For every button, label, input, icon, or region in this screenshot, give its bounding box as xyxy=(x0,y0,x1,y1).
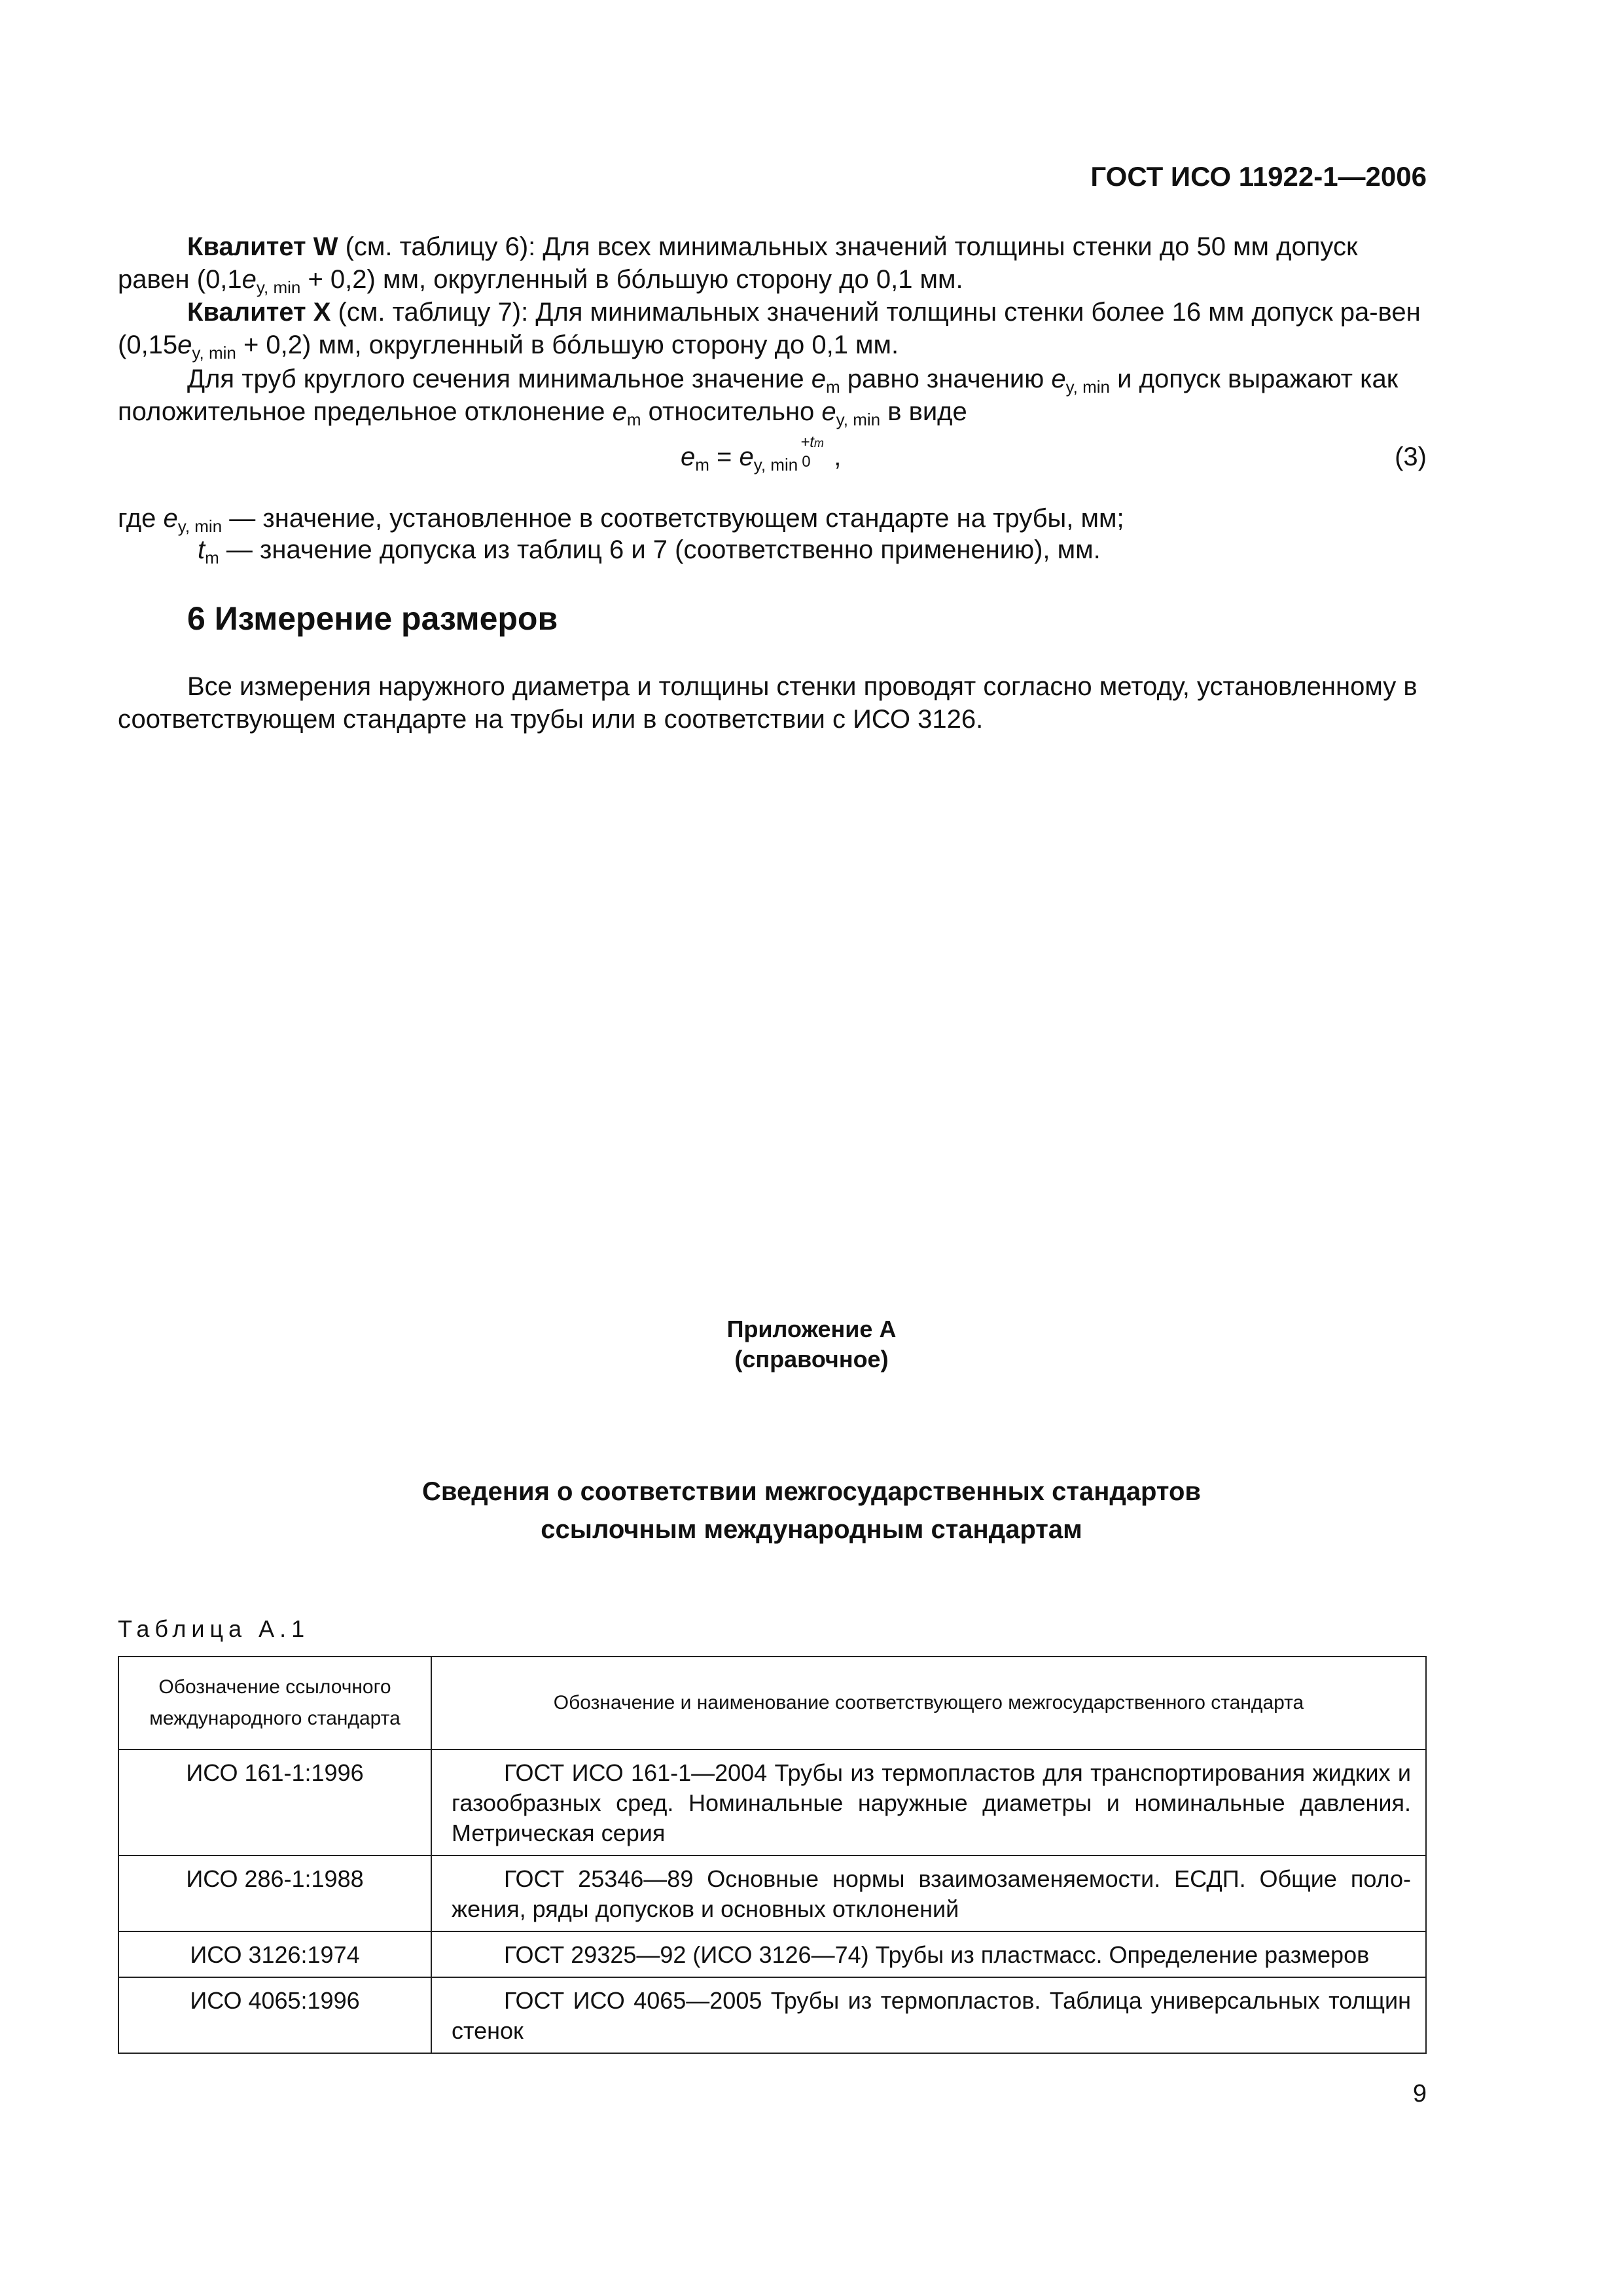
round-pipes-text-1: Для труб круглого сечения минимальное значение xyxy=(187,365,812,393)
table-cell-desc-text: ГОСТ 29325—92 (ИСО 3126—74) Трубы из пластмасс. Определение размеров xyxy=(504,1941,1370,1968)
table-row xyxy=(118,1977,1426,2053)
table-cell-desc xyxy=(431,1856,1426,1931)
table-cell-code: ИСО 3126:1974 xyxy=(118,1931,431,1977)
quality-x-var: e xyxy=(177,331,192,359)
annex-label: Приложение А xyxy=(726,1316,897,1342)
table-row xyxy=(118,1856,1426,1931)
where-var-2: t xyxy=(198,535,205,564)
section-6-text: Все измерения наружного диаметра и толщины стенки проводят согласно методу, установленному в соответствующем стандарте на трубы или в соответствии с ИСО 3126. xyxy=(118,672,1418,734)
table-cell-desc-text: ГОСТ ИСО 161-1—2004 Трубы из термопластов для транспортирования жидких и газообразных сред. Номинальные наружные диаметры и номинальные давления. Метрическая серия xyxy=(452,1759,1411,1846)
where-line-2 xyxy=(198,535,1101,565)
header-col-1-line-1: Обозначение ссылочного xyxy=(158,1676,391,1698)
formula-lhs-var: e xyxy=(681,442,696,471)
quality-x-text-2: + 0,2) мм, округленный в бóльшую сторону до 0,1 мм. xyxy=(236,331,899,359)
formula-upper-sub: m xyxy=(813,437,824,450)
table-cell-code: ИСО 161-1:1996 xyxy=(118,1749,431,1856)
where-sub-1: y, min xyxy=(177,516,223,536)
formula-tail: , xyxy=(827,442,842,471)
formula-rhs-sub: y, min xyxy=(753,455,798,475)
quality-w-lead: Квалитет W xyxy=(187,232,338,261)
where-line-1 xyxy=(118,504,1124,536)
round-pipes-sub-3: m xyxy=(626,410,641,429)
paragraph-quality-x xyxy=(118,296,1427,361)
round-pipes-var-1: e xyxy=(811,365,826,393)
formula-3 xyxy=(681,433,842,475)
table-row xyxy=(118,1931,1426,1977)
formula-rhs-var: e xyxy=(739,442,754,471)
table-cell-code: ИСО 286-1:1988 xyxy=(118,1856,431,1931)
document-header: ГОСТ ИСО 11922-1—2006 xyxy=(1090,161,1427,192)
page-number: 9 xyxy=(1412,2080,1427,2108)
table-header-col-1 xyxy=(118,1657,431,1749)
round-pipes-text-4: относительно xyxy=(641,397,822,426)
quality-w-text-2: + 0,2) мм, округленный в бóльшую сторону до 0,1 мм. xyxy=(300,265,963,294)
table-label: Таблица А.1 xyxy=(118,1615,310,1642)
annex-status: (справочное) xyxy=(734,1346,889,1372)
table-cell-desc xyxy=(431,1931,1426,1977)
section-6-heading: 6 Измерение размеров xyxy=(187,600,558,637)
round-pipes-var-4: e xyxy=(821,397,836,426)
where-def-2: — значение допуска из таблиц 6 и 7 (соответственно применению), мм. xyxy=(219,535,1101,564)
formula-tolerance xyxy=(798,433,827,471)
round-pipes-text-5: в виде xyxy=(880,397,967,426)
correspondence-table xyxy=(118,1656,1427,2054)
quality-w-var: e xyxy=(241,265,257,294)
table-row xyxy=(118,1749,1426,1856)
paragraph-round-pipes xyxy=(118,363,1427,428)
round-pipes-text-2: равно значению xyxy=(840,365,1052,393)
round-pipes-text-3: и допуск выражают как положительное предельное отклонение xyxy=(118,365,1399,426)
round-pipes-var-3: e xyxy=(612,397,627,426)
quality-x-lead: Квалитет X xyxy=(187,298,331,327)
table-cell-desc-text: ГОСТ 25346—89 Основные нормы взаимозаменяемости. ЕСДП. Общие поло-жения, ряды допусков и основных отклонений xyxy=(452,1865,1411,1922)
round-pipes-var-2: e xyxy=(1051,365,1066,393)
round-pipes-sub-4: y, min xyxy=(836,410,881,429)
formula-lower: 0 xyxy=(802,453,811,471)
table-cell-code: ИСО 4065:1996 xyxy=(118,1977,431,2053)
formula-upper xyxy=(800,433,824,452)
header-col-1-line-2: международного стандарта xyxy=(149,1708,401,1729)
annex-title-line-1: Сведения о соответствии межгосударственных стандартов xyxy=(422,1477,1201,1506)
formula-upper-text: +t xyxy=(800,433,814,451)
annex-title-line-2: ссылочным международным стандартам xyxy=(541,1515,1082,1544)
formula-number: (3) xyxy=(1395,442,1427,471)
table-header-row xyxy=(118,1657,1426,1749)
quality-x-text-1: (см. таблицу 7): Для минимальных значений толщины стенки более 16 мм допуск ра-вен (0,15 xyxy=(118,298,1421,359)
paragraph-quality-w xyxy=(118,230,1427,296)
formula-lhs-sub: m xyxy=(695,455,709,475)
where-sub-2: m xyxy=(205,548,219,567)
quality-w-text-1: (см. таблицу 6): Для всех минимальных значений толщины стенки до 50 мм допуск равен (0,1 xyxy=(118,232,1358,294)
table-cell-desc xyxy=(431,1977,1426,2053)
table-cell-desc xyxy=(431,1749,1426,1856)
where-lead: где xyxy=(118,504,164,533)
where-var-1: e xyxy=(163,504,178,533)
quality-x-sub: y, min xyxy=(192,343,236,363)
table-header-col-2: Обозначение и наименование соответствующего межгосударственного стандарта xyxy=(431,1657,1426,1749)
round-pipes-sub-2: y, min xyxy=(1065,377,1111,397)
round-pipes-sub-1: m xyxy=(825,377,840,397)
quality-w-sub: y, min xyxy=(256,278,301,297)
table-cell-desc-text: ГОСТ ИСО 4065—2005 Трубы из термопластов. Таблица универсальных толщин стенок xyxy=(452,1987,1411,2044)
formula-equals: = xyxy=(709,442,740,471)
where-def-1: — значение, установленное в соответствующем стандарте на трубы, мм; xyxy=(222,504,1124,533)
